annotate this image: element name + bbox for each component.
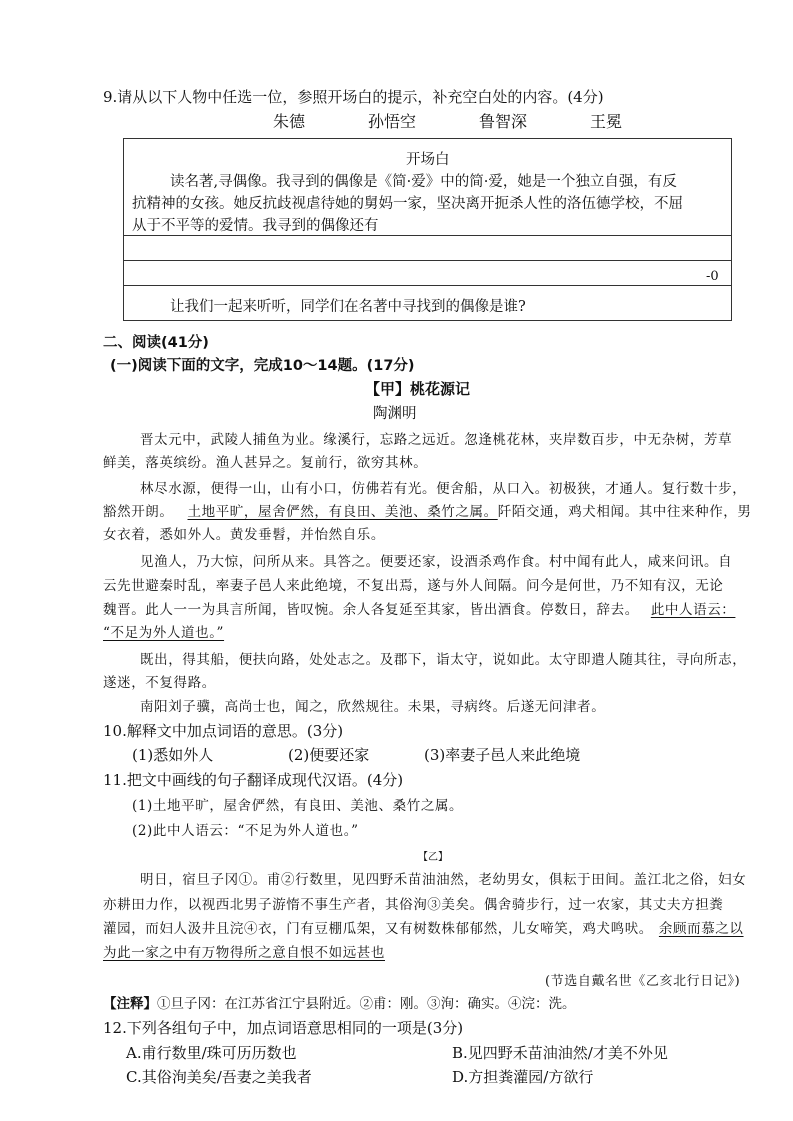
q9-prompt: 9.请从以下人物中任选一位，参照开场白的提示，补充空白处的内容。(4分) xyxy=(103,88,604,106)
answer-line xyxy=(124,260,731,261)
q11-item: (2)此中人语云：“不足为外人道也。” xyxy=(132,823,359,839)
q10-item: (3)率妻子邑人来此绝境 xyxy=(424,746,581,764)
passage-text: 灌园，而妇人汲井且浣④衣，门有豆棚瓜架，又有树数株郁郁然，儿女啼笑，鸡犬鸣吠。 xyxy=(103,921,653,937)
box-closing: 让我们一起来听听，同学们在名著中寻找到的偶像是谁? xyxy=(170,299,526,315)
notes-text: ①旦子冈：在江苏省江宁县附近。②甫：刚。③洵：确实。④浣：洗。 xyxy=(157,996,576,1012)
section-subheading: (一)阅读下面的文字，完成10～14题。(17分) xyxy=(110,358,415,374)
passage-text: 魏晋。此人一一为具言所闻，皆叹惋。余人各复延至其家，皆出酒食。停数日，辞去。 xyxy=(103,602,639,618)
passage-b-title: 【乙】 xyxy=(418,852,448,863)
q10-item: (2)便要还家 xyxy=(288,746,370,764)
q11-item: (1)土地平旷，屋舍俨然，有良田、美池、桑竹之属。 xyxy=(132,798,464,814)
passage-line: 见渔人，乃大惊，问所从来。具答之。便要还家，设酒杀鸡作食。村中闻有此人，咸来问讯。自 xyxy=(140,554,733,570)
passage-line: 女衣着，悉如外人。黄发垂髫，并怡然自乐。 xyxy=(103,527,385,543)
passage-line: 南阳刘子骥，高尚士也，闻之，欣然规往。未果，寻病终。后遂无问津者。 xyxy=(140,699,606,715)
q12-option-d: D.方担粪灌园/方欲行 xyxy=(452,1068,594,1086)
passage-line: 林尽水源，便得一山，山有小口，仿佛若有光。便舍船，从口入。初极狭，才通人。复行数十步， xyxy=(140,481,747,497)
name-option: 王冕 xyxy=(590,112,623,131)
passage-line: 云先世避秦时乱，率妻子邑人来此绝境，不复出焉，遂与外人间隔。问今是何世，乃不知有汉，无论 xyxy=(103,578,724,594)
notes xyxy=(103,992,576,1012)
name-option: 孙悟空 xyxy=(368,112,417,131)
passage-text: 阡陌交通，鸡犬相闻。其中往来种作，男 xyxy=(497,504,752,520)
q12-option-c: C.其俗洵美矣/吾妻之美我者 xyxy=(126,1068,312,1086)
answer-line xyxy=(124,285,731,286)
q11-prompt: 11.把文中画线的句子翻译成现代汉语。(4分) xyxy=(103,771,404,789)
passage-line: 既出，得其船，便扶向路，处处志之。及郡下，诣太守，说如此。太守即遣人随其往，寻向所志， xyxy=(140,652,747,668)
passage-a-author: 陶渊明 xyxy=(373,406,417,422)
q12-prompt: 12.下列各组句子中，加点词语意思相同的一项是(3分) xyxy=(103,1019,464,1037)
underlined-sentence-3: 余顾而慕之以 xyxy=(658,921,744,937)
box-line: 从于不平等的爱情。我寻到的偶像还有 xyxy=(132,218,379,234)
box-title: 开场白 xyxy=(406,152,450,168)
name-option: 朱德 xyxy=(273,112,306,131)
passage-line xyxy=(103,917,744,937)
passage-line: 明日，宿旦子冈①。甫②行数里，见四野禾苗油油然，老幼男女，俱耘于田间。盖江北之俗，妇女 xyxy=(140,872,747,888)
passage-line xyxy=(103,500,752,520)
q10-item: (1)悉如外人 xyxy=(132,746,214,764)
underlined-sentence-2: 此中人语云： xyxy=(650,602,736,618)
passage-b-source: (节选自戴名世《乙亥北行日记》) xyxy=(545,974,741,989)
passage-line: 亦耕田力作，以视西北男子游惰不事生产者，其俗洵③美矣。偶舍骑步行，过一农家，其丈夫方担粪 xyxy=(103,897,724,913)
passage-line: 晋太元中，武陵人捕鱼为业。缘溪行，忘路之远近。忽逢桃花林，夹岸数百步，中无杂树，芳草 xyxy=(140,432,733,448)
q10-prompt: 10.解释文中加点词语的意思。(3分) xyxy=(103,722,344,740)
notes-label: 【注释】 xyxy=(103,996,157,1012)
opening-remarks-box xyxy=(123,138,732,321)
box-line: 抗精神的女孩。她反抗歧视虐待她的舅妈一家，坚决离开扼杀人性的洛伍德学校，不屈 xyxy=(132,196,683,212)
passage-line xyxy=(103,598,735,618)
underlined-sentence-1: 土地平旷，屋舍俨然，有良田、美池、桑竹之属。 xyxy=(187,504,498,520)
underlined-sentence-2-cont: “不足为外人道也。” xyxy=(103,625,225,641)
passage-line: 遂迷，不复得路。 xyxy=(103,675,216,691)
passage-text: 豁然开朗。 xyxy=(103,504,174,520)
answer-line xyxy=(124,235,731,236)
q12-option-a: A.甫行数里/珠可历历数也 xyxy=(126,1044,297,1062)
q12-option-b: B.见四野禾苗油油然/才美不外见 xyxy=(452,1044,668,1062)
box-line: 读名著,寻偶像。我寻到的偶像是《简·爱》中的简·爱，她是一个独立自强，有反 xyxy=(170,174,677,190)
name-option: 鲁智深 xyxy=(479,112,528,131)
blank-mark: -0 xyxy=(706,269,719,284)
underlined-sentence-3-cont: 为此一家之中有万物得所之意自恨不如远甚也 xyxy=(103,945,385,961)
section-heading: 二、阅读(41分) xyxy=(103,335,209,351)
passage-a-title: 【甲】桃花源记 xyxy=(365,380,471,398)
passage-line: 鲜美，落英缤纷。渔人甚异之。复前行，欲穷其林。 xyxy=(103,455,428,471)
